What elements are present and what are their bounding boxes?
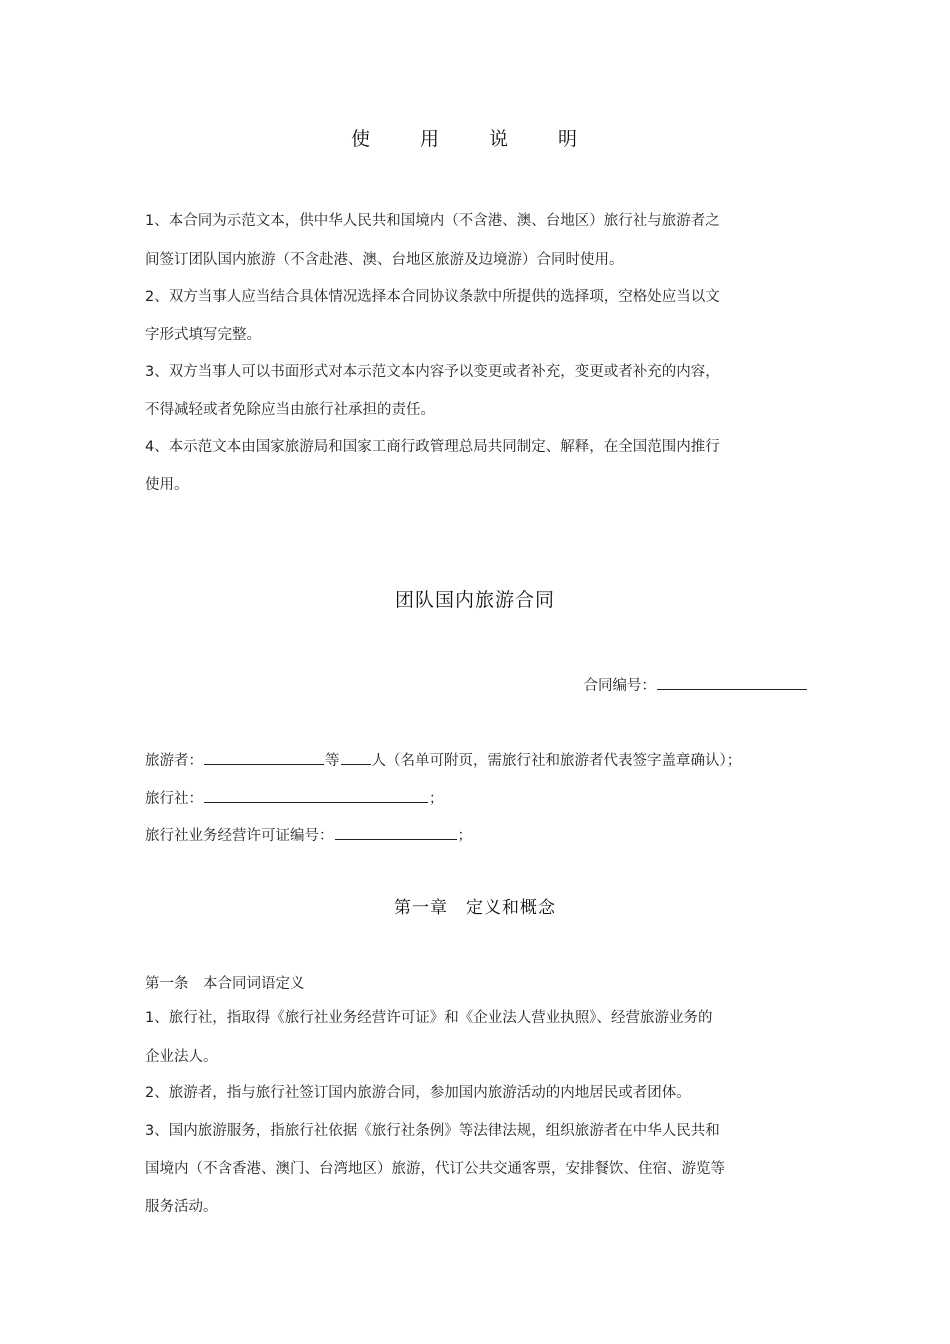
article-1-title: 第一条 本合同词语定义 <box>145 976 305 992</box>
definition-2-line-1: 2、旅游者，指与旅行社签订国内旅游合同，参加国内旅游活动的内地居民或者团体。 <box>145 1085 691 1101</box>
instruction-1-line-1: 1、本合同为示范文本，供中华人民共和国境内（不含港、澳、台地区）旅行社与旅游者之 <box>145 213 720 229</box>
instruction-3-line-2: 不得减轻或者免除应当由旅行社承担的责任。 <box>145 402 435 418</box>
agency-name-field[interactable] <box>204 788 428 803</box>
license-label: 旅行社业务经营许可证编号： <box>145 828 334 844</box>
instruction-4-line-2: 使用。 <box>145 477 189 493</box>
contract-title: 团队国内旅游合同 <box>394 589 555 611</box>
contract-number-label: 合同编号： <box>583 678 656 694</box>
tourist-label: 旅游者： <box>145 753 203 769</box>
contract-number-field[interactable] <box>657 675 807 690</box>
instruction-2-line-2: 字形式填写完整。 <box>145 327 261 343</box>
definition-3-line-2: 国境内（不含香港、澳门、台湾地区）旅游，代订公共交通客票，安排餐饮、住宿、游览等 <box>145 1161 725 1177</box>
instructions-title: 使 用 说 明 <box>350 128 600 150</box>
instruction-2-line-1: 2、双方当事人应当结合具体情况选择本合同协议条款中所提供的选择项，空格处应当以文 <box>145 289 720 305</box>
agency-row <box>145 787 444 808</box>
definition-1-line-1: 1、旅行社，指取得《旅行社业务经营许可证》和《企业法人营业执照》、经营旅游业务的 <box>145 1010 713 1026</box>
instruction-1-line-2: 间签订团队国内旅游（不含赴港、澳、台地区旅游及边境游）合同时使用。 <box>145 252 624 268</box>
tourist-mid: 等 <box>325 753 340 769</box>
definition-3-line-1: 3、国内旅游服务，指旅行社依据《旅行社条例》等法律法规，组织旅游者在中华人民共和 <box>145 1123 720 1139</box>
contract-number-row <box>584 674 809 695</box>
license-row <box>145 824 472 845</box>
license-number-field[interactable] <box>335 825 457 840</box>
license-suffix: ； <box>457 828 472 844</box>
chapter-1-title: 第一章 定义和概念 <box>394 898 556 918</box>
tourist-name-field[interactable] <box>204 750 324 765</box>
agency-suffix: ； <box>429 791 444 807</box>
instruction-4-line-1: 4、本示范文本由国家旅游局和国家工商行政管理总局共同制定、解释，在全国范围内推行 <box>145 439 720 455</box>
definition-1-line-2: 企业法人。 <box>145 1049 218 1065</box>
definition-3-line-3: 服务活动。 <box>145 1199 218 1215</box>
tourist-suffix: 人（名单可附页，需旅行社和旅游者代表签字盖章确认）； <box>371 753 742 769</box>
agency-label: 旅行社： <box>145 791 203 807</box>
tourist-count-field[interactable] <box>341 750 371 765</box>
instruction-3-line-1: 3、双方当事人可以书面形式对本示范文本内容予以变更或者补充，变更或者补充的内容， <box>145 364 720 380</box>
tourist-row <box>145 749 741 770</box>
